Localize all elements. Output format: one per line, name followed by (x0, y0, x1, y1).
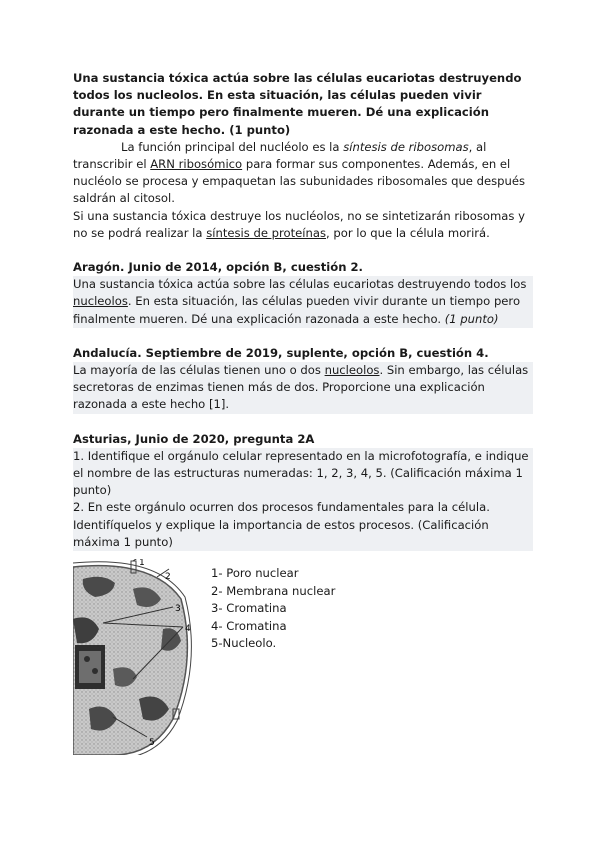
legend-item: 5-Nucleolo. (211, 636, 277, 651)
andalucia-heading: Andalucía. Septiembre de 2019, suplente, opción B, cuestión 4. (73, 345, 489, 360)
figure-label: 3 (175, 604, 181, 615)
intro-answer-paragraph-2 (73, 208, 533, 242)
asturias-question-2: 2. En este orgánulo ocurren dos procesos fundamentales para la célula. Identifíquelos y explique la importancia de estos procesos. (Calificación máxima 1 punto) (73, 499, 533, 551)
text-run: , por lo que la célula morirá. (326, 225, 490, 240)
aragon-heading: Aragón. Junio de 2014, opción B, cuestión 2. (73, 260, 363, 275)
link-nucleolos[interactable]: nucleolos (73, 294, 128, 309)
text-run: . En esta situación, las células pueden vivir durante un tiempo pero finalmente mueren. Dé una explicación razonada a este hecho. (73, 294, 521, 326)
figure-label: 1 (139, 559, 145, 569)
link-nucleolos[interactable]: nucleolos (324, 363, 380, 378)
points-label: (1 punto) (444, 311, 499, 326)
figure-label: 2 (165, 572, 171, 583)
figure-label: 5 (149, 738, 155, 749)
legend-item: 2- Membrana nuclear (211, 583, 336, 598)
asturias-heading: Asturias, Junio de 2020, pregunta 2A (73, 431, 315, 446)
text-run: Una sustancia tóxica actúa sobre las células eucariotas destruyendo todos los (73, 277, 527, 292)
figure-label: 4 (185, 624, 191, 635)
text-run: para formar sus componentes. Además, en el nucléolo se procesa y empaquetan las subunidades ribosomales que después saldrán al citosol. (73, 157, 526, 206)
text-run: . Sin embargo, las células secretoras de enzimas tienen más de dos. Proporcione una explicación razonada a este hecho [1]. (73, 363, 529, 412)
legend-item: 4- Cromatina (211, 618, 287, 633)
asturias-question-1: 1. Identifique el orgánulo celular representado en la microfotografía, e indique el nombre de las estructuras numeradas: 1, 2, 3, 4, 5. (Calificación máxima 1 punto) (73, 448, 533, 500)
link-sintesis-proteinas[interactable]: síntesis de proteínas (206, 225, 327, 240)
nucleus-micrograph (73, 559, 203, 755)
figure-row (73, 559, 533, 755)
legend-item: 3- Cromatina (211, 601, 287, 616)
emphasis-text: síntesis de ribosomas (343, 139, 469, 154)
document-page (73, 70, 533, 755)
legend-item: 1- Poro nuclear (211, 566, 299, 581)
text-run: La mayoría de las células tienen uno o dos (73, 363, 325, 378)
nucleus-micrograph-image (73, 559, 203, 755)
text-run: Si una sustancia tóxica destruye los nucléolos, no se sintetizarán ribosomas y no se podrá realizar la (73, 208, 525, 240)
andalucia-question (73, 362, 533, 414)
figure-legend (211, 559, 335, 755)
link-arn-ribosomico[interactable]: ARN ribosómico (150, 157, 243, 172)
aragon-question (73, 276, 533, 328)
text-run: La función principal del nucléolo es la (121, 139, 344, 154)
intro-answer-paragraph-1 (73, 139, 533, 208)
text-run: , al transcribir el (73, 139, 487, 172)
intro-question: Una sustancia tóxica actúa sobre las células eucariotas destruyendo todos los nucleolos. En esta situación, las células pueden vivir durante un tiempo pero finalmente mueren. Dé una explicación razonada a este hecho. (1 punto) (73, 71, 522, 137)
